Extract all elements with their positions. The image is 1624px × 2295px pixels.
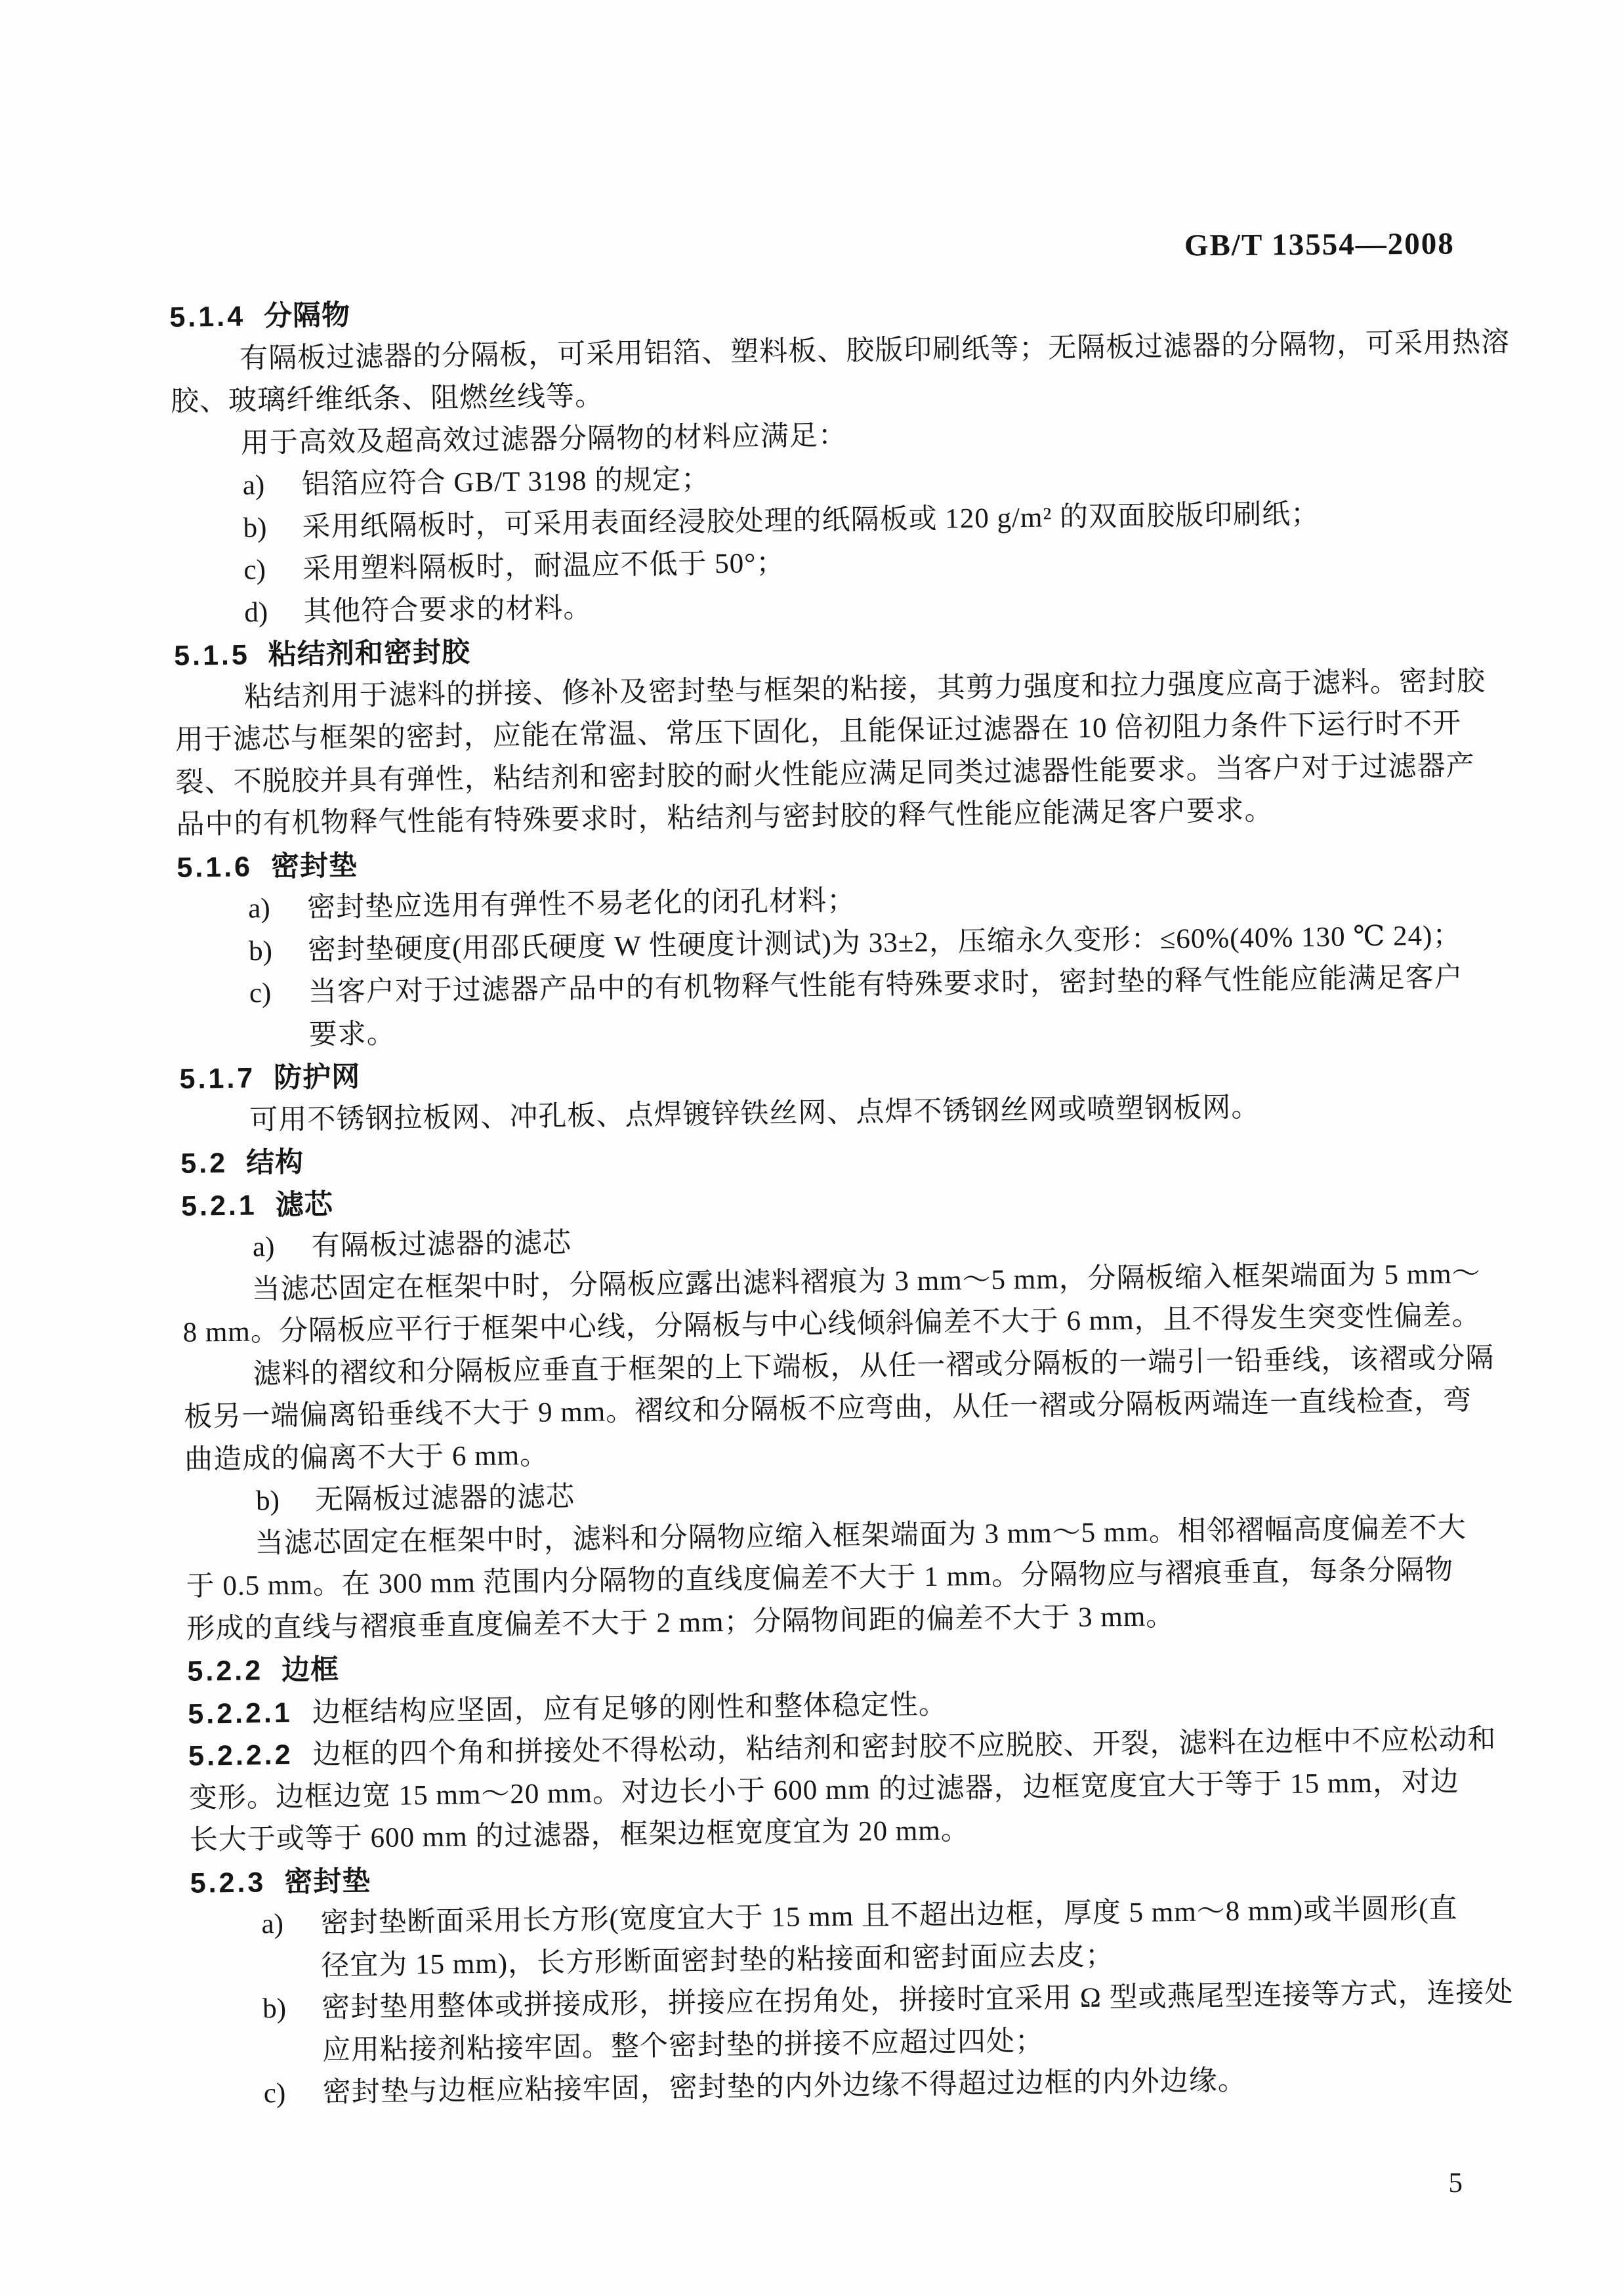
paragraph-line: 裂、不脱胶并具有弹性，粘结剂和密封胶的耐火性能应满足同类过滤器性能要求。当客户对于过滤器产: [175, 750, 1475, 798]
clause-number: 5.1.6: [177, 850, 253, 884]
list-item-text: 其他符合要求的材料。: [302, 592, 593, 627]
list-marker: a): [252, 1231, 275, 1263]
clause-number: 5.2.2.1: [187, 1697, 293, 1730]
list-item-continuation: 径宜为 15 mm)，长方形断面密封垫的粘接面和密封面应去皮；: [321, 1939, 1115, 1981]
paragraph-line: 可用不锈钢拉板网、冲孔板、点焊镀锌铁丝网、点焊不锈钢丝网或喷塑钢板网。: [249, 1091, 1260, 1136]
paragraph-line: 滤料的褶纹和分隔板应垂直于框架的上下端板，从任一褶或分隔板的一端引一铅垂线，该褶或分隔: [253, 1342, 1495, 1390]
clause-number: 5.2.2.2: [188, 1739, 293, 1772]
list-item-text: 铝箔应符合 GB/T 3198 的规定；: [301, 464, 711, 501]
document-body: [169, 279, 1514, 2116]
paragraph-line: 于 0.5 mm。在 300 mm 范围内分隔物的直线度偏差不大于 1 mm。分隔物应与褶痕垂直，每条分隔物: [186, 1554, 1454, 1602]
list-item-text: 无隔板过滤器的滤芯: [314, 1481, 575, 1516]
clause-number: 5.2.1: [180, 1189, 258, 1222]
clause-number: 5.1.5: [173, 639, 251, 672]
paragraph-line: 有隔板过滤器的分隔板，可采用铝箔、塑料板、胶版印刷纸等；无隔板过滤器的分隔物，可采用热溶: [239, 326, 1510, 375]
list-marker: d): [244, 596, 268, 629]
clause-number: 5.1.4: [169, 300, 246, 333]
paragraph-line: 变形。边框边宽 15 mm～20 mm。对边长小于 600 mm 的过滤器，边框宽度宜大于等于 15 mm，对边: [188, 1766, 1460, 1814]
list-marker: b): [262, 1993, 287, 2025]
paragraph-line: 当滤芯固定在框架中时，滤料和分隔物应缩入框架端面为 3 mm～5 mm。相邻褶幅高度偏差不大: [255, 1512, 1467, 1559]
clause-title: 分隔物: [263, 299, 351, 333]
list-marker: c): [263, 2077, 286, 2109]
list-item-text: 密封垫断面采用长方形(宽度宜大于 15 mm 且不超出边框，厚度 5 mm～8 mm)或半圆形(直: [320, 1893, 1458, 1939]
list-item-text: 密封垫与边框应粘接牢固，密封垫的内外边缘不得超过边框的内外边缘。: [322, 2065, 1247, 2109]
list-item-text: 采用塑料隔板时，耐温应不低于 50°；: [302, 547, 785, 585]
paragraph-line: 当滤芯固定在框架中时，分隔板应露出滤料褶痕为 3 mm～5 mm，分隔板缩入框架端面为 5 mm～: [251, 1258, 1481, 1305]
paragraph-line: 粘结剂用于滤料的拼接、修补及密封垫与框架的粘接，其剪力强度和拉力强度应高于滤料。密封胶: [243, 665, 1486, 713]
list-item-text: 密封垫用整体或拼接成形，拼接应在拐角处，拼接时宜采用 Ω 型或燕尾型连接等方式，连接处: [321, 1977, 1514, 2024]
list-item-continuation: 应用粘接剂粘接牢固。整个密封垫的拼接不应超过四处；: [322, 2025, 1045, 2066]
list-item-text: 有隔板过滤器的滤芯: [311, 1228, 572, 1262]
clause-number: 5.2.2: [187, 1655, 264, 1687]
paragraph-line: 形成的直线与褶痕垂直度偏差不大于 2 mm；分隔物间距的偏差不大于 3 mm。: [186, 1600, 1175, 1645]
clause-number: 5.2: [180, 1147, 228, 1180]
clause-title: 密封垫: [283, 1865, 371, 1898]
paragraph-line: 品中的有机物释气性能有特殊要求时，粘结剂与密封胶的释气性能应能满足客户要求。: [176, 795, 1274, 840]
clause-title: 防护网: [273, 1061, 361, 1094]
clause-text: 边框结构应坚固，应有足够的刚性和整体稳定性。: [312, 1689, 947, 1728]
clause-title: 粘结剂和密封胶: [268, 636, 471, 671]
list-marker: a): [247, 893, 270, 924]
clause-title: 边框: [281, 1653, 340, 1686]
clause-number: 5.1.7: [179, 1062, 256, 1095]
list-marker: a): [242, 470, 265, 501]
clause-title: 滤芯: [275, 1188, 334, 1221]
list-item-text: 采用纸隔板时，可采用表面经浸胶处理的纸隔板或 120 g/m² 的双面胶版印刷纸；: [302, 498, 1320, 543]
list-item-continuation: 要求。: [308, 1018, 396, 1050]
list-marker: a): [261, 1908, 284, 1940]
clause-title: 结构: [245, 1146, 304, 1179]
list-item-text: 密封垫应选用有弹性不易老化的闭孔材料；: [306, 885, 856, 924]
paragraph-line: 曲造成的偏离不大于 6 mm。: [184, 1439, 549, 1476]
page-number: 5: [1448, 2168, 1463, 2199]
list-marker: b): [243, 512, 267, 544]
list-marker: b): [248, 935, 273, 966]
list-marker: c): [243, 554, 266, 586]
list-item-text: 当客户对于过滤器产品中的有机物释气性能有特殊要求时，密封垫的释气性能应能满足客户: [308, 962, 1464, 1008]
paragraph-line: 板另一端偏离铅垂线不大于 9 mm。褶纹和分隔板不应弯曲，从任一褶或分隔板两端连一直线检查，弯: [184, 1385, 1472, 1433]
standard-code-header: GB/T 13554—2008: [1184, 226, 1455, 263]
clause-number: 5.2.3: [190, 1866, 266, 1899]
paragraph-line: 胶、玻璃纤维纸条、阻燃丝线等。: [170, 381, 604, 417]
paragraph-line: 用于滤芯与框架的密封，应能在常温、常压下固化，且能保证过滤器在 10 倍初阻力条件下运行时不开: [175, 708, 1462, 756]
paragraph-line: 用于高效及超高效过滤器分隔物的材料应满足：: [240, 420, 848, 459]
clause-title: 密封垫: [270, 849, 358, 882]
list-marker: c): [249, 978, 272, 1009]
list-item-text: 密封垫硬度(用邵氏硬度 W 性硬度计测试)为 33±2，压缩永久变形：≤60%(40% 130 ℃ 24)；: [307, 919, 1462, 966]
clause-text: 边框的四个角和拼接处不得松动，粘结剂和密封胶不应脱胶、开裂，滤料在边框中不应松动和: [312, 1724, 1497, 1771]
list-marker: b): [255, 1485, 280, 1517]
paragraph-line: 8 mm。分隔板应平行于框架中心线，分隔板与中心线倾斜偏差不大于 6 mm，且不得发生突变性偏差。: [182, 1300, 1481, 1348]
paragraph-line: 长大于或等于 600 mm 的过滤器，框架边框宽度宜为 20 mm。: [189, 1815, 970, 1856]
